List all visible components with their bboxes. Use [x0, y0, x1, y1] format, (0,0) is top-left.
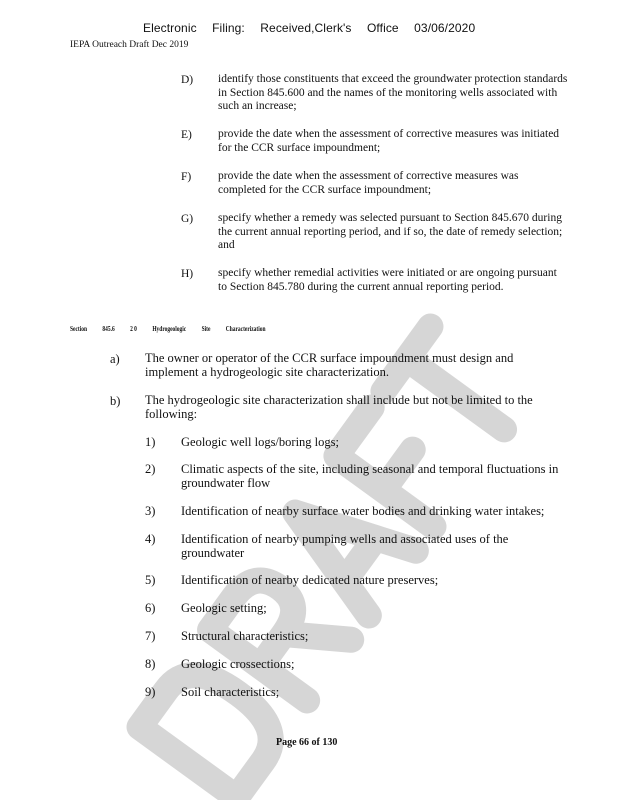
list-item-text: specify whether remedial activities were initiated or are ongoing pursuant to Section 845.780 during the current annual reporting period.: [218, 267, 557, 293]
section-word: Section: [70, 325, 87, 333]
page-total: of 130: [311, 737, 338, 748]
list-item-label: 7): [145, 629, 156, 643]
list-item-label: 4): [145, 532, 156, 546]
section-title-word-1: Hydrogeologic: [152, 325, 187, 333]
paragraph-text: The hydrogeologic site characterization shall include but not be limited to the following:: [145, 393, 533, 421]
list-item-text: Identification of nearby pumping wells and associated uses of the groundwater: [181, 532, 509, 560]
list-item-label: 9): [145, 685, 156, 699]
list-item-text: provide the date when the assessment of corrective measures was completed for the CCR surface impoundment;: [218, 170, 519, 196]
list-item-text: provide the date when the assessment of corrective measures was initiated for the CCR surface impoundment;: [218, 128, 560, 154]
list-item-text: specify whether a remedy was selected pursuant to Section 845.670 during the current annual reporting period, and if so, the date of remedy selection; and: [218, 212, 563, 252]
list-item-label: 1): [145, 435, 156, 449]
list-item-label: 8): [145, 657, 156, 671]
list-item-text: Geologic well logs/boring logs;: [181, 435, 339, 449]
paragraph-label: b): [110, 394, 121, 408]
filing-stamp-header: [143, 21, 485, 35]
list-item-label: H): [181, 268, 194, 280]
list-item-label: E): [181, 129, 192, 141]
header-date: 03/06/2020: [414, 21, 476, 35]
list-item-text: Identification of nearby surface water bodies and drinking water intakes;: [181, 504, 545, 518]
list-item-text: identify those constituents that exceed the groundwater protection standards in Section 845.600 and the names of the monitoring wells associated with such an increase;: [218, 73, 568, 113]
header-electronic: Electronic: [143, 21, 197, 35]
page-number: 66: [299, 737, 310, 748]
footer-prefix: Page: [276, 737, 297, 748]
section-heading: [70, 325, 280, 333]
paragraph-label: a): [110, 352, 120, 366]
list-item-text: Structural characteristics;: [181, 629, 309, 643]
paragraph-text: The owner or operator of the CCR surface impoundment must design and implement a hydrogeologic site characterization.: [145, 351, 514, 379]
section-title-word-3: Characterization: [225, 325, 266, 333]
list-item-text: Climatic aspects of the site, including seasonal and temporal fluctuations in groundwater flow: [181, 462, 559, 490]
section-number: 845.6: [102, 325, 115, 333]
page-number-footer: [276, 737, 337, 748]
list-item-label: 3): [145, 504, 156, 518]
list-item-label: 6): [145, 601, 156, 615]
section-number-suffix: 2 0: [130, 325, 137, 333]
draft-subheader: IEPA Outreach Draft Dec 2019: [70, 40, 189, 50]
section-title-word-2: Site: [201, 325, 211, 333]
header-received: Received,Clerk's: [260, 21, 352, 35]
list-item-label: G): [181, 213, 194, 225]
list-item-label: F): [181, 171, 192, 183]
list-item-text: Geologic setting;: [181, 601, 267, 615]
list-item-label: D): [181, 74, 194, 86]
list-item-label: 5): [145, 573, 156, 587]
list-item-text: Soil characteristics;: [181, 685, 280, 699]
header-office: Office: [366, 21, 399, 35]
list-item-label: 2): [145, 462, 156, 476]
list-item-text: Identification of nearby dedicated nature preserves;: [181, 573, 439, 587]
header-filing: Filing:: [212, 21, 245, 35]
list-item-text: Geologic crossections;: [181, 657, 295, 671]
